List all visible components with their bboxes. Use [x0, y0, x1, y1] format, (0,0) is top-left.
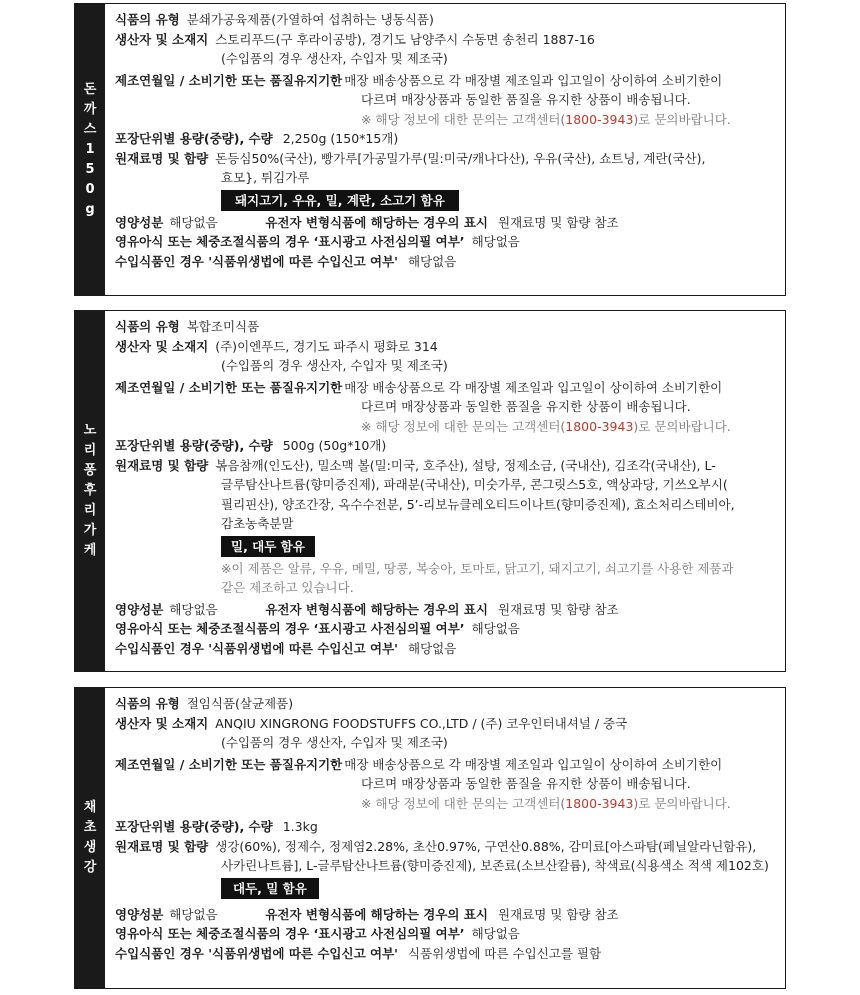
producer-value: (주)이엔푸드, 경기도 파주시 평화로 314 — [215, 338, 438, 354]
import-note: (수입품의 경우 생산자, 수입자 및 제조국) — [221, 358, 448, 373]
inquiry-note: ※ 해당 정보에 대한 문의는 고객센터(1800-3943)로 문의바랍니다. — [361, 111, 731, 127]
nutrition-value: 해당없음 — [169, 601, 218, 617]
product-name-sidebar — [75, 311, 105, 671]
nutrition-value: 해당없음 — [169, 214, 218, 230]
product-name: 돈까스150g — [83, 81, 97, 217]
caution-note: 같은 제조하고 있습니다. — [221, 580, 354, 595]
gmo-value: 원재료명 및 함량 참조 — [498, 214, 619, 230]
import-label: 수입식품인 경우 '식품위생법에 따른 수입신고 여부' — [115, 253, 398, 269]
ingredients-label: 원재료명 및 함량 — [115, 150, 209, 166]
producer-value: ANQIU XINGRONG FOODSTUFFS CO.,LTD / (주) 코우인터내셔널 / 중국 — [215, 715, 628, 731]
gmo-value: 원재료명 및 함량 참조 — [498, 906, 619, 922]
producer-label: 생산자 및 소재지 — [115, 338, 209, 354]
type-label: 식품의 유형 — [115, 12, 180, 27]
allergen-badge: 대두, 밀 함유 — [221, 878, 319, 899]
weight-label: 포장단위별 용량(중량), 수량 — [115, 438, 273, 453]
type-label: 식품의 유형 — [115, 319, 180, 334]
import-note: (수입품의 경우 생산자, 수입자 및 제조국) — [221, 735, 448, 750]
product-block-furikake — [74, 310, 786, 672]
ingredients-line: 생강(60%), 정제수, 정제염2.28%, 초산0.97%, 구연산0.88%, 감미료[아스파탐(페닐알라닌함유), — [215, 838, 757, 854]
ingredients-line: 사카린나트륨], L-글루탐산나트륨(향미증진제), 보존료(소브산칼륨), 착색료(식용색소 적색 제102호) — [221, 858, 769, 873]
import-value: 해당없음 — [408, 253, 457, 269]
gmo-label: 유전자 변형식품에 해당하는 경우의 표시 — [265, 601, 488, 617]
date-value-2: 다르며 매장상품과 동일한 품질을 유지한 상품이 배송됩니다. — [361, 92, 691, 107]
weight-value: 1.3kg — [282, 819, 318, 834]
infant-label: 영유아식 또는 체중조절식품의 경우 ‘표시광고 사전심의필 여부’ — [115, 234, 465, 249]
inquiry-note: ※ 해당 정보에 대한 문의는 고객센터(1800-3943)로 문의바랍니다. — [361, 418, 731, 434]
gmo-value: 원재료명 및 함량 참조 — [498, 601, 619, 617]
inquiry-phone: 1800-3943 — [565, 111, 634, 127]
product-info — [105, 688, 785, 988]
nutrition-label: 영양성분 — [115, 906, 164, 922]
date-label: 제조연월일 / 소비기한 또는 품질유지기한 — [115, 379, 343, 395]
type-value: 분쇄가공육제품(가열하여 섭취하는 냉동식품) — [186, 12, 434, 27]
gmo-label: 유전자 변형식품에 해당하는 경우의 표시 — [265, 906, 488, 922]
ingredients-line: 필리핀산), 양조간장, 옥수수전분, 5’-리보뉴클레오티드이나트(향미증진제), 효소처리스테비아, — [221, 496, 735, 512]
date-value-2: 다르며 매장상품과 동일한 품질을 유지한 상품이 배송됩니다. — [361, 399, 691, 414]
type-label: 식품의 유형 — [115, 696, 180, 711]
inquiry-phone: 1800-3943 — [565, 795, 634, 811]
product-block-tonkatsu — [74, 3, 786, 296]
weight-label: 포장단위별 용량(중량), 수량 — [115, 819, 273, 834]
infant-value: 해당없음 — [471, 621, 520, 636]
weight-value: 2,250g (150*15개) — [282, 131, 399, 146]
date-value-1: 매장 배송상품으로 각 매장별 제조일과 입고일이 상이하여 소비기한이 — [344, 379, 723, 395]
ingredients-line: 돈등심50%(국산), 빵가루[가공밀가루(밀:미국/캐나다산), 우유(국산), 쇼트닝, 계란(국산), — [215, 150, 706, 166]
product-name-sidebar — [75, 4, 105, 295]
ingredients-label: 원재료명 및 함량 — [115, 838, 209, 854]
ingredients-line: 효모}, 튀김가루 — [221, 170, 310, 185]
type-value: 절임식품(살균제품) — [186, 696, 294, 711]
product-name: 노리퐁후리가케 — [83, 423, 97, 558]
inquiry-note: ※ 해당 정보에 대한 문의는 고객센터(1800-3943)로 문의바랍니다. — [361, 795, 731, 811]
allergen-badge: 밀, 대두 함유 — [221, 536, 315, 557]
caution-note: ※이 제품은 알류, 우유, 메밀, 땅콩, 복숭아, 토마토, 닭고기, 돼지고기, 쇠고기를 사용한 제품과 — [221, 560, 734, 576]
ingredients-line: 볶음참깨(인도산), 밀소맥 볼(밀:미국, 호주산), 설탕, 정제소금, (국내산), 김조각(국내산), L- — [215, 457, 716, 473]
import-label: 수입식품인 경우 '식품위생법에 따른 수입신고 여부' — [115, 945, 398, 961]
allergen-badge: 돼지고기, 우유, 밀, 계란, 소고기 함유 — [221, 190, 459, 211]
nutrition-label: 영양성분 — [115, 214, 164, 230]
product-name: 채초생강 — [83, 800, 97, 875]
ingredients-line: 감초농축분말 — [221, 516, 294, 531]
infant-label: 영유아식 또는 체중조절식품의 경우 ‘표시광고 사전심의필 여부’ — [115, 621, 465, 636]
date-label: 제조연월일 / 소비기한 또는 품질유지기한 — [115, 756, 343, 772]
weight-value: 500g (50g*10개) — [282, 438, 387, 453]
ingredients-label: 원재료명 및 함량 — [115, 457, 209, 473]
import-value: 해당없음 — [408, 640, 457, 656]
product-block-ginger — [74, 687, 786, 989]
infant-value: 해당없음 — [471, 234, 520, 249]
nutrition-value: 해당없음 — [169, 906, 218, 922]
product-info — [105, 311, 785, 671]
date-value-1: 매장 배송상품으로 각 매장별 제조일과 입고일이 상이하여 소비기한이 — [344, 72, 723, 88]
inquiry-phone: 1800-3943 — [565, 418, 634, 434]
import-note: (수입품의 경우 생산자, 수입자 및 제조국) — [221, 51, 448, 66]
infant-value: 해당없음 — [471, 926, 520, 941]
weight-label: 포장단위별 용량(중량), 수량 — [115, 131, 273, 146]
import-value: 식품위생법에 따른 수입신고를 필함 — [408, 945, 602, 961]
product-name-sidebar — [75, 688, 105, 988]
infant-label: 영유아식 또는 체중조절식품의 경우 ‘표시광고 사전심의필 여부’ — [115, 926, 465, 941]
date-value-1: 매장 배송상품으로 각 매장별 제조일과 입고일이 상이하여 소비기한이 — [344, 756, 723, 772]
date-label: 제조연월일 / 소비기한 또는 품질유지기한 — [115, 72, 343, 88]
type-value: 복합조미식품 — [186, 319, 260, 334]
ingredients-line: 글루탐산나트륨(향미증진제), 파래분(국내산), 미숫가루, 콘그릿스5호, 액상과당, 기쓰오부시( — [221, 477, 728, 492]
producer-label: 생산자 및 소재지 — [115, 31, 209, 47]
producer-value: 스토리푸드(구 후라이공방), 경기도 남양주시 수동면 송천리 1887-16 — [215, 31, 595, 47]
nutrition-label: 영양성분 — [115, 601, 164, 617]
producer-label: 생산자 및 소재지 — [115, 715, 209, 731]
product-info — [105, 4, 785, 295]
import-label: 수입식품인 경우 '식품위생법에 따른 수입신고 여부' — [115, 640, 398, 656]
gmo-label: 유전자 변형식품에 해당하는 경우의 표시 — [265, 214, 488, 230]
date-value-2: 다르며 매장상품과 동일한 품질을 유지한 상품이 배송됩니다. — [361, 776, 691, 791]
